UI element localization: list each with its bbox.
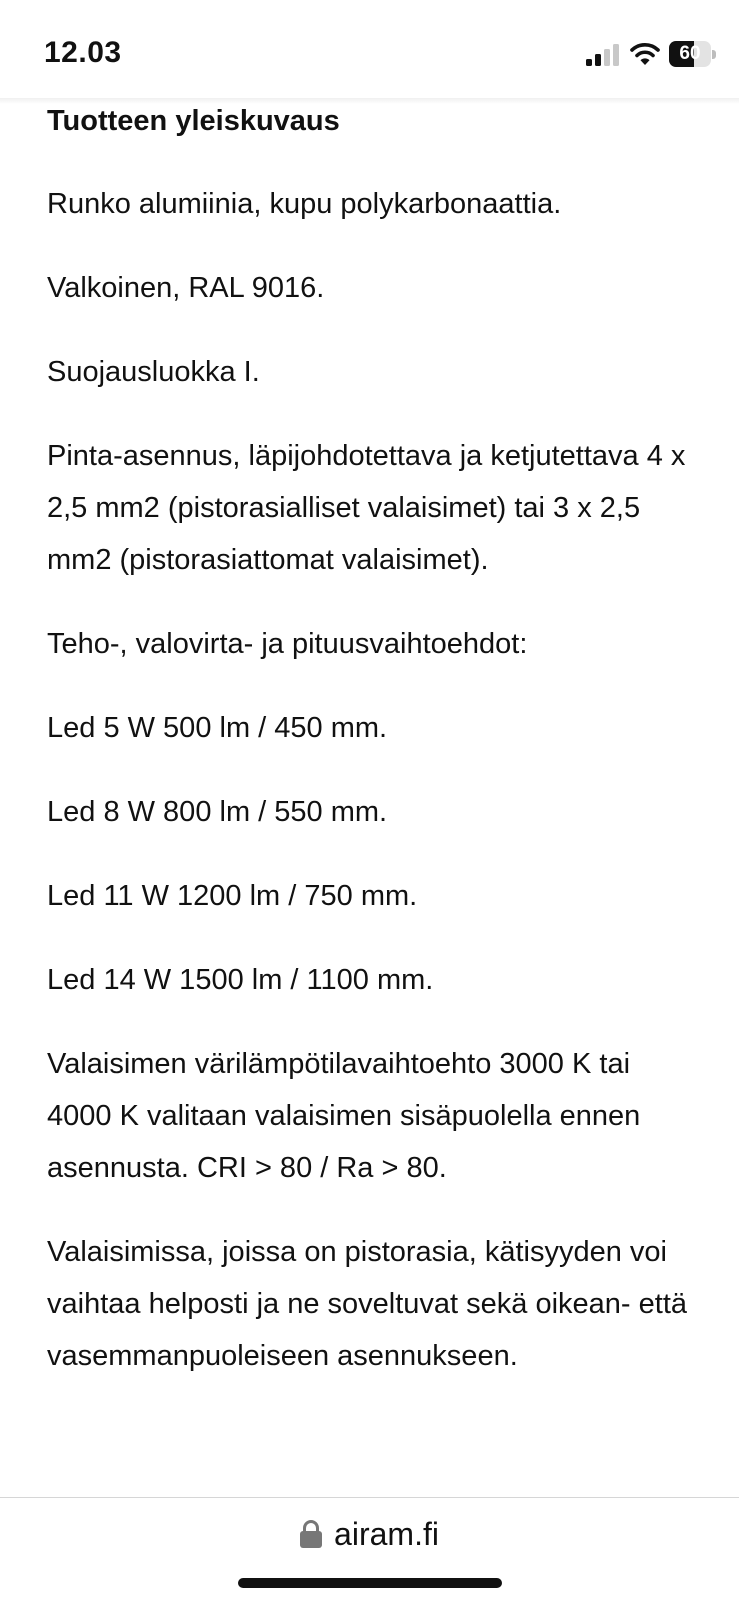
lock-icon	[300, 1520, 322, 1548]
browser-address-bar[interactable]	[0, 1497, 739, 1601]
battery-icon	[669, 41, 717, 67]
home-indicator[interactable]	[238, 1578, 502, 1588]
paragraph-installation: Pinta-asennus, läpijohdotettava ja ketjutettava 4 x 2,5 mm2 (pistorasialliset valaisimet) tai 3 x 2,5 mm2 (pistorasiattomat valaisimet).	[47, 440, 686, 576]
status-bar-shadow	[0, 98, 739, 104]
battery-cap	[712, 50, 716, 59]
battery-body	[669, 41, 711, 67]
paragraph-option-14w: Led 14 W 1500 lm / 1100 mm.	[47, 964, 434, 996]
article-content	[47, 92, 697, 1497]
paragraph-protection-class: Suojausluokka I.	[47, 356, 260, 388]
url-text[interactable]: airam.fi	[334, 1516, 439, 1552]
status-time: 12.03	[44, 36, 122, 69]
paragraph-color-temperature: Valaisimen värilämpötilavaihtoehto 3000 K tai 4000 K valitaan valaisimen sisäpuolella ennen asennusta. CRI > 80 / Ra > 80.	[47, 1048, 641, 1184]
paragraph-color: Valkoinen, RAL 9016.	[47, 272, 325, 304]
paragraph-option-5w: Led 5 W 500 lm / 450 mm.	[47, 712, 388, 744]
url-display[interactable]	[0, 1514, 739, 1554]
paragraph-options-heading: Teho-, valovirta- ja pituusvaihtoehdot:	[47, 628, 528, 660]
status-bar	[0, 0, 739, 98]
paragraph-option-8w: Led 8 W 800 lm / 550 mm.	[47, 796, 388, 828]
paragraph-option-11w: Led 11 W 1200 lm / 750 mm.	[47, 880, 418, 912]
cellular-signal-icon	[586, 44, 622, 66]
paragraph-material: Runko alumiinia, kupu polykarbonaattia.	[47, 188, 562, 220]
paragraph-socket-handedness: Valaisimissa, joissa on pistorasia, kätisyyden voi vaihtaa helposti ja ne soveltuvat sekä oikean- että vasemmanpuoleiseen asennukseen.	[47, 1236, 688, 1372]
battery-level-text: 60	[679, 43, 701, 64]
section-title: Tuotteen yleiskuvaus	[47, 105, 340, 137]
wifi-icon	[630, 42, 660, 66]
